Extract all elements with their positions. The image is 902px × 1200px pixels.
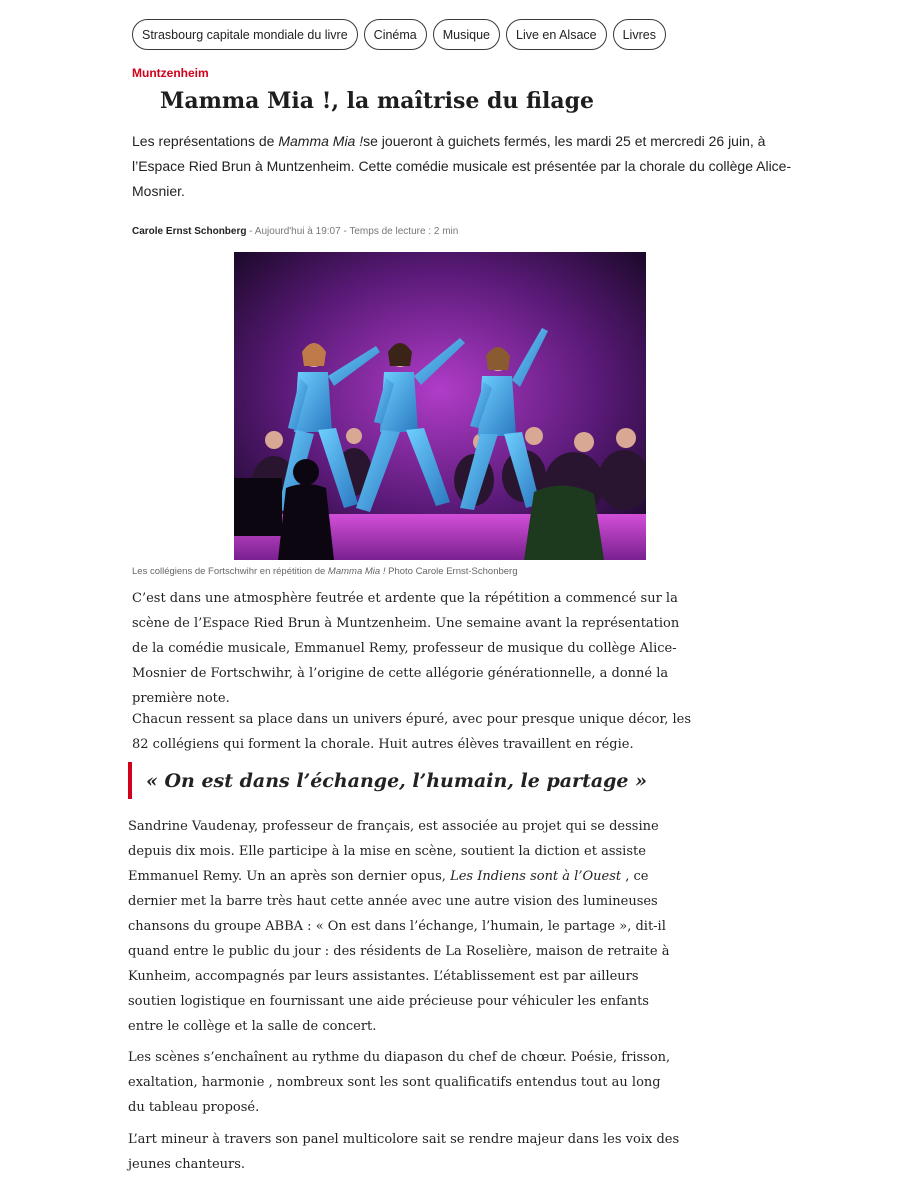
paragraph-line: première note.	[132, 691, 230, 706]
tag-cinema[interactable]: Cinéma	[364, 19, 427, 50]
photo-caption	[132, 566, 518, 577]
article-lead	[132, 129, 792, 204]
italic-work-title: Les Indiens sont à l’Ouest	[450, 869, 622, 884]
publish-details: - Aujourd'hui à 19:07 - Temps de lecture : 2 min	[246, 226, 459, 237]
paragraph-line: Sandrine Vaudenay, professeur de français, est associée au projet qui se dessine	[128, 819, 659, 834]
paragraph-line: entre le collège et la salle de concert.	[128, 1019, 377, 1034]
paragraph-line: soutien logistique en fournissant une aide précieuse pour véhiculer les enfants	[128, 994, 649, 1009]
author-name[interactable]: Carole Ernst Schonberg	[132, 226, 247, 237]
tag-live-en-alsace[interactable]: Live en Alsace	[506, 19, 607, 50]
caption-text-before: Les collégiens de Fortschwihr en répétition de	[132, 566, 328, 577]
article-kicker[interactable]: Muntzenheim	[132, 66, 209, 80]
paragraph-line: exaltation, harmonie , nombreux sont les sont qualificatifs entendus tout au long	[128, 1075, 661, 1090]
paragraph-line: Mosnier de Fortschwihr, à l’origine de cette allégorie générationnelle, a donné la	[132, 666, 669, 681]
pull-quote	[128, 762, 647, 799]
tag-strasbourg-capitale[interactable]: Strasbourg capitale mondiale du livre	[132, 19, 358, 50]
paragraph-line: C’est dans une atmosphère feutrée et ardente que la répétition a commencé sur la	[132, 591, 678, 606]
paragraph-line: Chacun ressent sa place dans un univers épuré, avec pour presque unique décor, les	[132, 712, 692, 727]
paragraph-line: chansons du groupe ABBA : « On est dans l’échange, l’humain, le partage », dit-il	[128, 919, 666, 934]
article-title: Mamma Mia !, la maîtrise du filage	[160, 88, 595, 114]
topic-tags	[132, 19, 666, 50]
body-paragraph-3	[128, 814, 669, 1039]
paragraph-line: Kunheim, accompagnés par leurs assistantes. L’établissement est par ailleurs	[128, 969, 639, 984]
paragraph-line: quand entre le public du jour : des résidents de La Roselière, maison de retraite à	[128, 944, 670, 959]
lead-text-after: se joueront à guichets fermés, les mardi 25 et mercredi 26 juin, à	[363, 133, 766, 149]
paragraph-line: du tableau proposé.	[128, 1100, 260, 1115]
paragraph-line	[128, 864, 669, 889]
paragraph-line-text: , ce	[621, 869, 649, 884]
lead-text-before: Les représentations de	[132, 133, 279, 149]
paragraph-line: depuis dix mois. Elle participe à la mise en scène, soutient la diction et assiste	[128, 844, 646, 859]
article-photo[interactable]	[234, 252, 646, 560]
body-paragraph-4	[128, 1045, 670, 1120]
paragraph-line-text: Emmanuel Remy. Un an après son dernier opus,	[128, 869, 451, 884]
paragraph-line: scène de l’Espace Ried Brun à Muntzenheim. Une semaine avant la représentation	[132, 616, 680, 631]
tag-musique[interactable]: Musique	[433, 19, 500, 50]
paragraph-line: jeunes chanteurs.	[128, 1157, 246, 1172]
paragraph-line: 82 collégiens qui forment la chorale. Huit autres élèves travaillent en régie.	[132, 737, 634, 752]
lead-italic-title: Mamma Mia !	[278, 133, 364, 149]
pull-quote-text: « On est dans l’échange, l’humain, le partage »	[146, 769, 648, 792]
paragraph-line: dernier met la barre très haut cette année avec une autre vision des lumineuses	[128, 894, 658, 909]
lead-line-1	[132, 129, 766, 154]
body-paragraph-2	[132, 707, 691, 757]
lead-line-2: l’Espace Ried Brun à Muntzenheim. Cette comédie musicale est présentée par la chorale du collège Alice-	[132, 158, 792, 174]
article-byline	[132, 226, 458, 237]
paragraph-line: de la comédie musicale, Emmanuel Remy, professeur de musique du collège Alice-	[132, 641, 677, 656]
body-paragraph-1	[132, 586, 679, 711]
body-paragraph-5	[128, 1127, 679, 1177]
caption-credit: Photo Carole Ernst-Schonberg	[388, 566, 518, 577]
paragraph-line: Les scènes s’enchaînent au rythme du diapason du chef de chœur. Poésie, frisson,	[128, 1050, 671, 1065]
paragraph-line: L’art mineur à travers son panel multicolore sait se rendre majeur dans les voix des	[128, 1132, 680, 1147]
lead-line-3: Mosnier.	[132, 183, 185, 199]
tag-livres[interactable]: Livres	[613, 19, 666, 50]
caption-italic-title: Mamma Mia !	[327, 566, 389, 577]
